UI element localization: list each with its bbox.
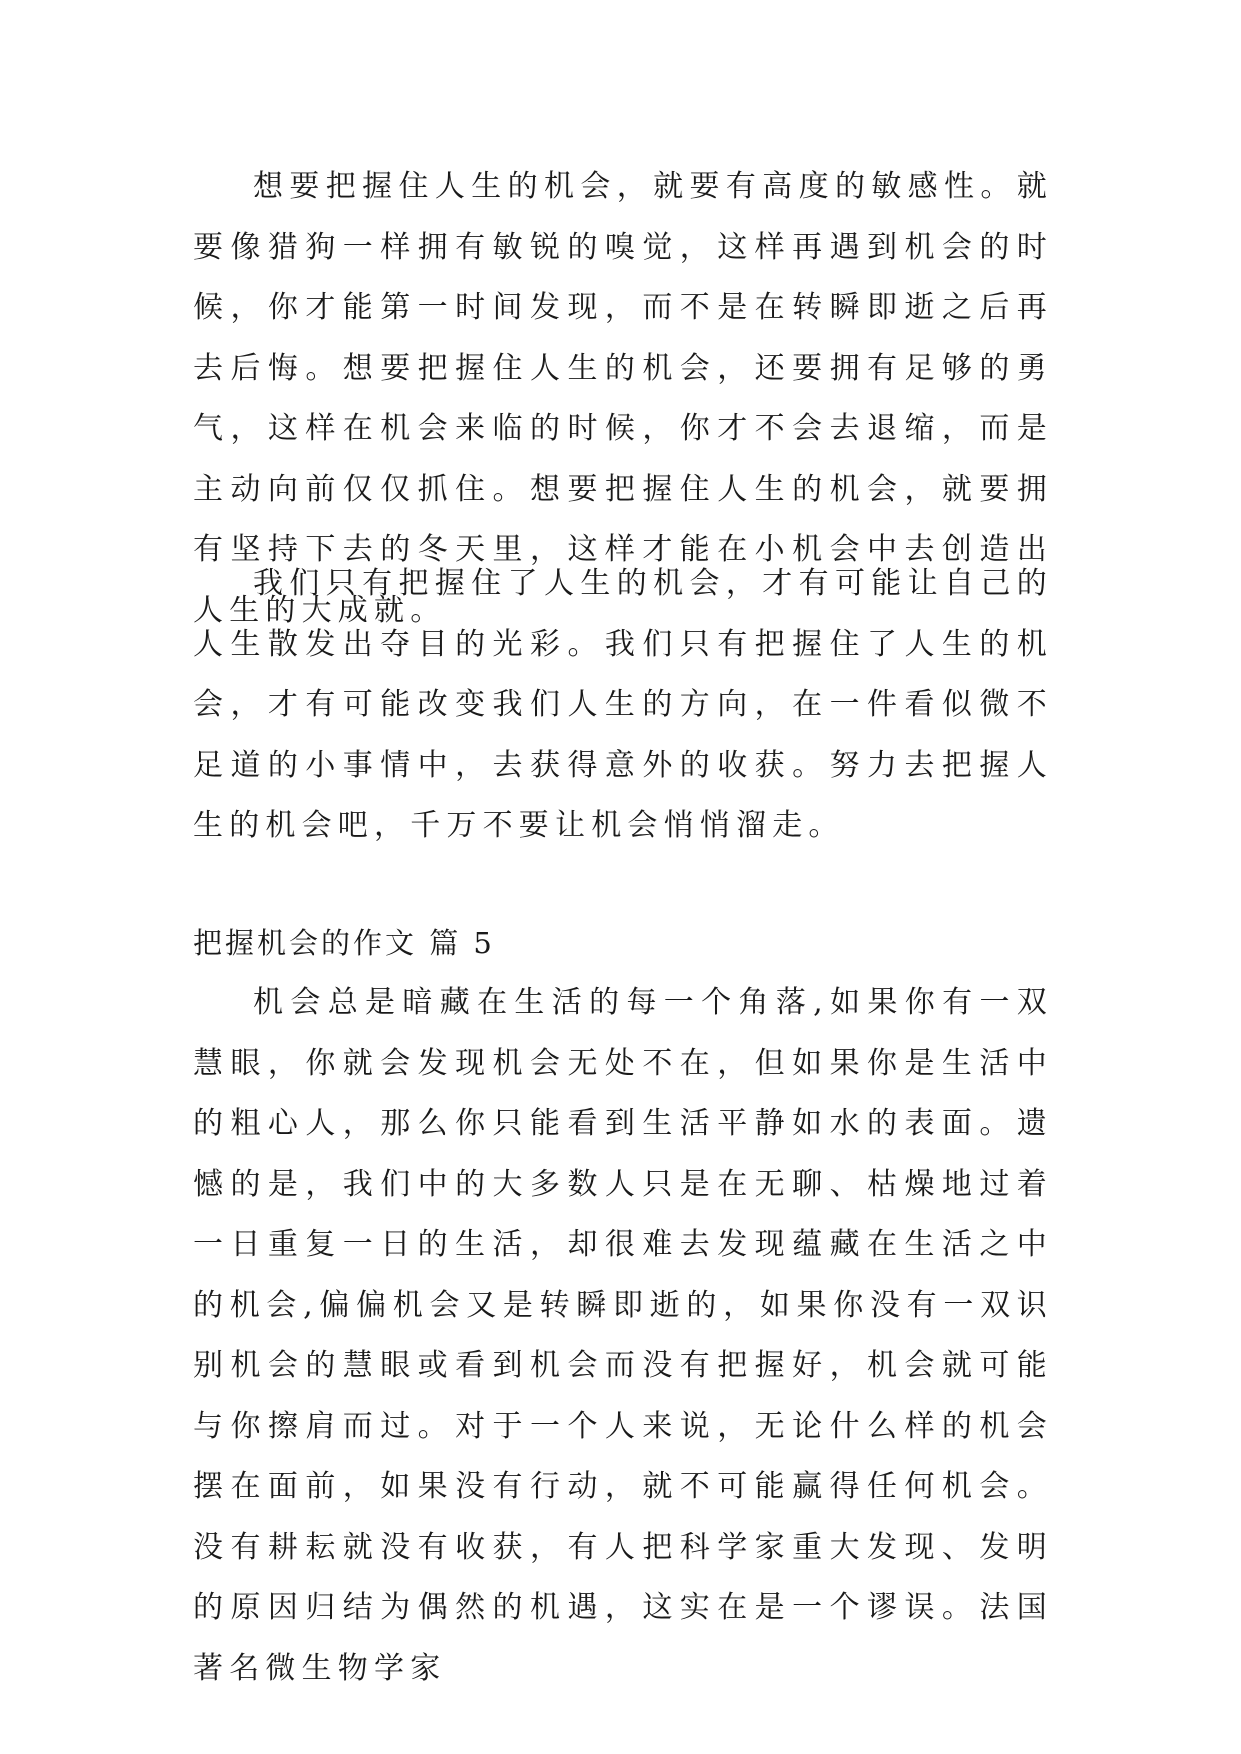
body-paragraph-2: 我们只有把握住了人生的机会，才有可能让自己的人生散发出夺目的光彩。我们只有把握住了人生的机会，才有可能改变我们人生的方向，在一件看似微不足道的小事情中，去获得意外的收获。努力去把握人生的机会吧，千万不要让机会悄悄溜走。 [193, 566, 1053, 843]
paragraph-block-2 [193, 554, 1053, 857]
section-heading-block [193, 913, 1053, 973]
body-paragraph-3: 机会总是暗藏在生活的每一个角落,如果你有一双慧眼，你就会发现机会无处不在，但如果你是生活中的粗心人，那么你只能看到生活平静如水的表面。遗憾的是，我们中的大多数人只是在无聊、枯燥地过着一日重复一日的生活，却很难去发现蕴藏在生活之中的机会,偏偏机会又是转瞬即逝的，如果你没有一双识别机会的慧眼或看到机会而没有把握好，机会就可能与你擦肩而过。对于一个人来说，无论什么样的机会摆在面前，如果没有行动，就不可能赢得任何机会。没有耕耘就没有收获，有人把科学家重大发现、发明的原因归结为偶然的机遇，这实在是一个谬误。法国著名微生物学家 [193, 985, 1053, 1686]
section-heading: 把握机会的作文 篇 5 [193, 926, 495, 960]
paragraph-block-3 [193, 973, 1053, 1699]
body-paragraph-1: 想要把握住人生的机会，就要有高度的敏感性。就要像猎狗一样拥有敏锐的嗅觉，这样再遇到机会的时候，你才能第一时间发现，而不是在转瞬即逝之后再去后悔。想要把握住人生的机会，还要拥有足够的勇气，这样在机会来临的时候，你才不会去退缩，而是主动向前仅仅抓住。想要把握住人生的机会，就要拥有坚持下去的冬天里，这样才能在小机会中去创造出人生的大成就。 [193, 169, 1053, 628]
